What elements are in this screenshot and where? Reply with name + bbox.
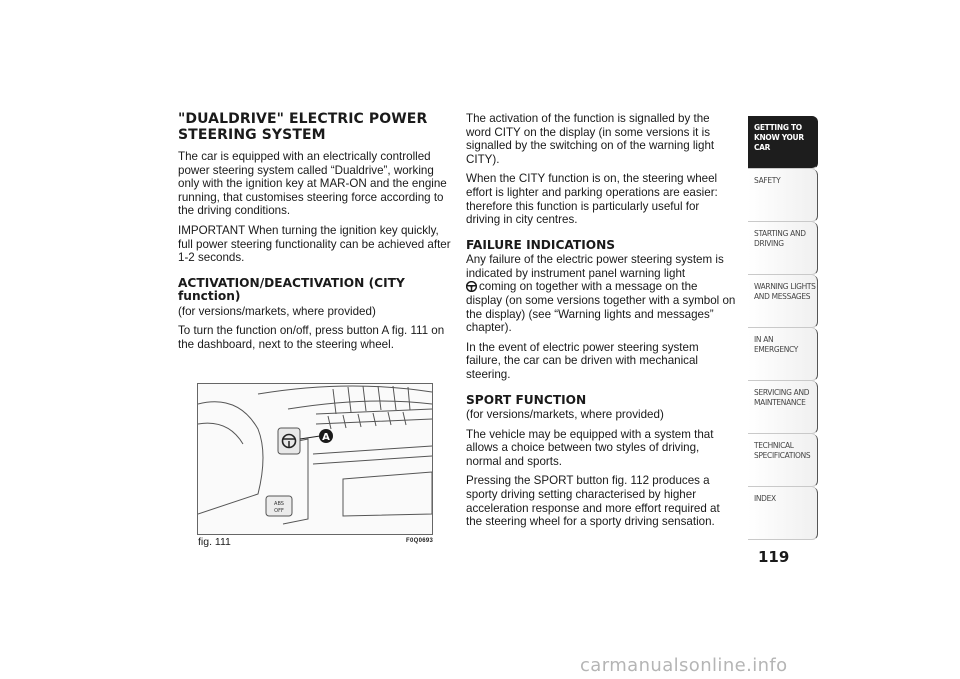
dashboard-illustration	[198, 384, 432, 534]
page-number: 119	[758, 548, 790, 566]
activation-signal-paragraph: The activation of the function is signalled by the word CITY on the display (in some versions it is signalled by the switching on of the warning light CITY).	[466, 112, 715, 166]
steering-wheel-warning-icon	[466, 281, 477, 292]
failure-paragraph	[466, 253, 736, 335]
city-on-paragraph: When the CITY function is on, the steering wheel effort is lighter and parking operations are easier: therefore this function is particularly useful for driving in city centres.	[466, 172, 718, 227]
tab-technical[interactable]: TECHNICAL SPECIFICATIONS	[748, 434, 818, 487]
activation-paragraph: To turn the function on/off, press button A fig. 111 on the dashboard, next to the steering wheel.	[178, 324, 445, 351]
tab-getting-to-know[interactable]: GETTING TO KNOW YOUR CAR	[748, 116, 818, 169]
figure-code: F0Q0693	[406, 538, 434, 544]
tab-starting-driving[interactable]: STARTING AND DRIVING	[748, 222, 818, 275]
tab-index[interactable]: INDEX	[748, 487, 818, 540]
off-label: OFF	[274, 508, 284, 514]
sport-heading: SPORT FUNCTION	[466, 392, 587, 407]
failure-heading: FAILURE INDICATIONS	[466, 237, 616, 252]
failure-mechanical-paragraph: In the event of electric power steering system failure, the car can be driven with mechanical steering.	[466, 340, 699, 381]
tab-safety[interactable]: SAFETY	[748, 169, 818, 222]
right-column	[466, 112, 736, 535]
activation-subheading: (for versions/markets, where provided)	[178, 304, 376, 318]
tab-servicing[interactable]: SERVICING AND MAINTENANCE	[748, 381, 818, 434]
failure-text-1: Any failure of the electric power steering system is indicated by instrument panel warning light	[466, 253, 724, 280]
tab-emergency[interactable]: IN AN EMERGENCY	[748, 328, 818, 381]
sport-paragraph-1: The vehicle may be equipped with a system that allows a choice between two styles of driving, normal and sports.	[466, 427, 714, 468]
callout-a-label: A	[322, 432, 330, 443]
sport-subheading: (for versions/markets, where provided)	[466, 408, 664, 422]
important-paragraph: IMPORTANT When turning the ignition key quickly, full power steering functionality can be achieved after 1-2 seconds.	[178, 223, 451, 265]
section-title: "DUALDRIVE" ELECTRIC POWER STEERING SYSTEM	[178, 111, 428, 143]
dashboard-figure	[197, 383, 433, 535]
failure-text-2: coming on together with a message on the display (on some versions together with a symbol on the display) (see “Warning lights and messages” chapter).	[466, 280, 736, 335]
tab-warning-lights[interactable]: WARNING LIGHTS AND MESSAGES	[748, 275, 818, 328]
abs-label: ABS	[274, 501, 284, 507]
left-column	[178, 112, 454, 358]
figure-caption: fig. 111	[198, 536, 231, 548]
intro-paragraph: The car is equipped with an electrically controlled power steering system called “Dualdrive”, working only with the ignition key at MAR-ON and the engine running, that customises steering force according to the driving conditions.	[178, 150, 447, 218]
watermark: carmanualsonline.info	[580, 655, 788, 676]
sport-paragraph-2: Pressing the SPORT button fig. 112 produces a sporty driving setting characterised by higher acceleration response and more effort required at the steering wheel for a sporty driving sensation.	[466, 474, 720, 529]
activation-heading: ACTIVATION/DEACTIVATION (CITY function)	[178, 275, 405, 304]
chapter-tabs	[748, 116, 818, 540]
